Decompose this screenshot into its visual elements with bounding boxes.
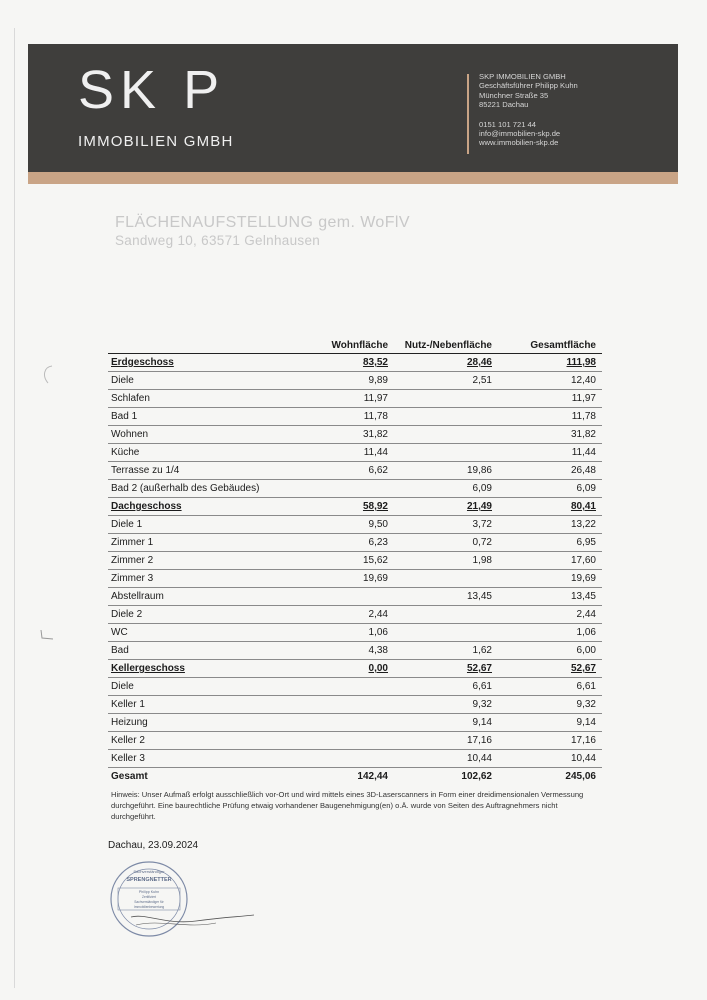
table-body	[108, 353, 602, 785]
table-row	[108, 480, 602, 498]
gesamtflaeche-value: 17,60	[570, 555, 596, 566]
gesamtflaeche-value: 245,06	[565, 771, 596, 782]
gesamtflaeche-value: 11,78	[571, 411, 596, 422]
gesamtflaeche-value: 1,06	[576, 627, 596, 638]
table-row	[108, 750, 602, 768]
table-row	[108, 570, 602, 588]
nutzflaeche-value: 21,49	[466, 501, 492, 512]
gesamtflaeche-value: 2,44	[576, 609, 596, 620]
row-label: Dachgeschoss	[111, 501, 182, 512]
wohnflaeche-value: 15,62	[362, 555, 388, 566]
gesamtflaeche-value: 12,40	[570, 375, 596, 386]
row-label: Diele 1	[111, 519, 143, 530]
row-label: Wohnen	[111, 429, 149, 440]
wohnflaeche-value: 6,23	[368, 537, 388, 548]
row-label: Bad 2 (außerhalb des Gebäudes)	[111, 483, 260, 494]
contact-email: info@immobilien-skp.de	[479, 129, 561, 139]
nutzflaeche-value: 10,44	[466, 753, 492, 764]
gesamtflaeche-value: 6,09	[576, 483, 596, 494]
gesamtflaeche-value: 9,14	[576, 717, 596, 728]
stamp-line-1: Philipp Kuhn	[138, 890, 160, 894]
scan-mark	[38, 628, 56, 642]
table-section-row	[108, 660, 602, 678]
stamp-top-text: Sachverständiger	[133, 869, 165, 874]
nutzflaeche-value: 17,16	[466, 735, 492, 746]
row-label: Diele	[111, 375, 134, 386]
wohnflaeche-value: 142,44	[357, 771, 388, 782]
contact-block	[479, 72, 578, 148]
row-label: WC	[111, 627, 128, 638]
row-label: Keller 3	[111, 753, 145, 764]
gesamtflaeche-value: 6,95	[576, 537, 596, 548]
table-row	[108, 642, 602, 660]
contact-street: Münchner Straße 35	[479, 90, 549, 100]
table-row	[108, 606, 602, 624]
letterhead-accent-strip	[28, 172, 678, 184]
nutzflaeche-value: 28,46	[466, 357, 492, 368]
table-row	[108, 516, 602, 534]
wohnflaeche-value: 83,52	[362, 357, 388, 368]
table-row	[108, 408, 602, 426]
nutzflaeche-value: 1,62	[472, 645, 492, 656]
nutzflaeche-value: 6,09	[472, 483, 492, 494]
gesamtflaeche-value: 80,41	[570, 501, 596, 512]
wohnflaeche-value: 58,92	[362, 501, 388, 512]
hole-punch-mark	[40, 364, 60, 386]
nutzflaeche-value: 13,45	[466, 591, 492, 602]
gesamtflaeche-value: 17,16	[570, 735, 596, 746]
table-row	[108, 732, 602, 750]
wohnflaeche-value: 6,62	[368, 465, 388, 476]
gesamtflaeche-value: 13,22	[570, 519, 596, 530]
wohnflaeche-value: 9,89	[368, 375, 388, 386]
table-row	[108, 390, 602, 408]
gesamtflaeche-value: 11,97	[571, 393, 596, 404]
table-section-row	[108, 498, 602, 516]
row-label: Bad 1	[111, 411, 138, 422]
nutzflaeche-value: 52,67	[466, 663, 492, 674]
table-row	[108, 372, 602, 390]
gesamtflaeche-value: 52,67	[570, 663, 596, 674]
row-label: Zimmer 3	[111, 573, 154, 584]
nutzflaeche-value: 9,32	[472, 699, 492, 710]
gesamtflaeche-value: 9,32	[576, 699, 596, 710]
logo-letter-k	[120, 60, 162, 120]
row-label: Bad	[111, 645, 129, 656]
table-row	[108, 714, 602, 732]
contact-city: 85221 Dachau	[479, 100, 529, 110]
table-row	[108, 696, 602, 714]
row-label: Kellergeschoss	[111, 663, 185, 674]
table-section-row	[108, 354, 602, 372]
row-label: Küche	[111, 447, 140, 458]
row-label: Zimmer 2	[111, 555, 154, 566]
table-row	[108, 588, 602, 606]
wohnflaeche-value: 9,50	[368, 519, 388, 530]
row-label: Diele 2	[111, 609, 143, 620]
nutzflaeche-value: 0,72	[472, 537, 492, 548]
property-address: Sandweg 10, 63571 Gelnhausen	[115, 233, 321, 248]
company-logo	[78, 60, 225, 120]
table-total-row	[108, 768, 602, 785]
scan-page-edge	[14, 28, 15, 988]
nutzflaeche-value: 1,98	[472, 555, 492, 566]
row-label: Keller 2	[111, 735, 145, 746]
wohnflaeche-value: 4,38	[368, 645, 388, 656]
stamp-line-2: Zertifiziert	[142, 895, 156, 899]
contact-company: SKP IMMOBILIEN GMBH	[479, 72, 566, 81]
row-label: Zimmer 1	[111, 537, 154, 548]
row-label: Gesamt	[111, 771, 148, 782]
gesamtflaeche-value: 11,44	[571, 447, 596, 458]
contact-phone: 0151 101 721 44	[479, 119, 537, 129]
area-table	[108, 339, 602, 785]
gesamtflaeche-value: 26,48	[570, 465, 596, 476]
wohnflaeche-value: 0,00	[368, 663, 388, 674]
wohnflaeche-value: 11,78	[363, 411, 388, 422]
nutzflaeche-value: 3,72	[472, 519, 492, 530]
stamp-name: SPRENGNETTER	[126, 877, 172, 883]
date-line: Dachau, 23.09.2024	[108, 840, 199, 851]
table-row	[108, 426, 602, 444]
row-label: Keller 1	[111, 699, 145, 710]
nutzflaeche-value: 9,14	[472, 717, 492, 728]
contact-manager: Geschäftsführer Philipp Kuhn	[479, 81, 578, 91]
row-label: Schlafen	[111, 393, 150, 404]
logo-subtitle: IMMOBILIEN GMBH	[78, 133, 234, 150]
table-row	[108, 462, 602, 480]
wohnflaeche-value: 31,82	[362, 429, 388, 440]
contact-web: www.immobilien-skp.de	[479, 138, 559, 148]
column-header-wohnflaeche: Wohnfläche	[331, 340, 388, 351]
table-row	[108, 624, 602, 642]
row-label: Erdgeschoss	[111, 357, 174, 368]
gesamtflaeche-value: 19,69	[570, 573, 596, 584]
gesamtflaeche-value: 10,44	[570, 753, 596, 764]
wohnflaeche-value: 1,06	[368, 627, 388, 638]
table-row	[108, 678, 602, 696]
gesamtflaeche-value: 13,45	[570, 591, 596, 602]
table-header	[108, 339, 602, 353]
column-header-gesamtflaeche: Gesamtfläche	[530, 340, 596, 351]
table-row	[108, 552, 602, 570]
column-header-nutzflaeche: Nutz-/Nebenfläche	[404, 340, 492, 351]
gesamtflaeche-value: 6,00	[576, 645, 596, 656]
nutzflaeche-value: 19,86	[466, 465, 492, 476]
gesamtflaeche-value: 6,61	[576, 681, 596, 692]
nutzflaeche-value: 2,51	[472, 375, 492, 386]
document-title: FLÄCHENAUFSTELLUNG gem. WoFlV	[115, 214, 410, 231]
row-label: Terrasse zu 1/4	[111, 465, 180, 476]
wohnflaeche-value: 19,69	[362, 573, 388, 584]
logo-letter-p: P	[183, 60, 226, 120]
wohnflaeche-value: 2,44	[368, 609, 388, 620]
wohnflaeche-value: 11,44	[363, 447, 388, 458]
nutzflaeche-value: 102,62	[461, 771, 492, 782]
row-label: Heizung	[111, 717, 148, 728]
table-row	[108, 444, 602, 462]
wohnflaeche-value: 11,97	[363, 393, 388, 404]
logo-letter-s: S	[78, 60, 121, 120]
measurement-note: Hinweis: Unser Aufmaß erfolgt ausschließlich vor-Ort und wird mittels eines 3D-Laserscanners in Form einer dreidimensionalen Vermessung durchgeführt. Eine baurechtliche Prüfung etwaig vorhandener Baugenehmigung(en) o.Ä. wurde von Seiten des Auftragnehmers nicht durchgeführt.	[111, 790, 584, 821]
stamp-line-4: Immobilienbewertung	[133, 905, 165, 909]
gesamtflaeche-value: 111,98	[566, 357, 596, 368]
logo-letter-k-text: K	[120, 60, 163, 120]
certification-stamp	[106, 855, 256, 945]
nutzflaeche-value: 6,61	[472, 681, 492, 692]
gesamtflaeche-value: 31,82	[570, 429, 596, 440]
header-divider	[467, 74, 469, 154]
row-label: Abstellraum	[111, 591, 164, 602]
table-row	[108, 534, 602, 552]
stamp-line-3: Sachverständiger für	[134, 900, 164, 904]
row-label: Diele	[111, 681, 134, 692]
